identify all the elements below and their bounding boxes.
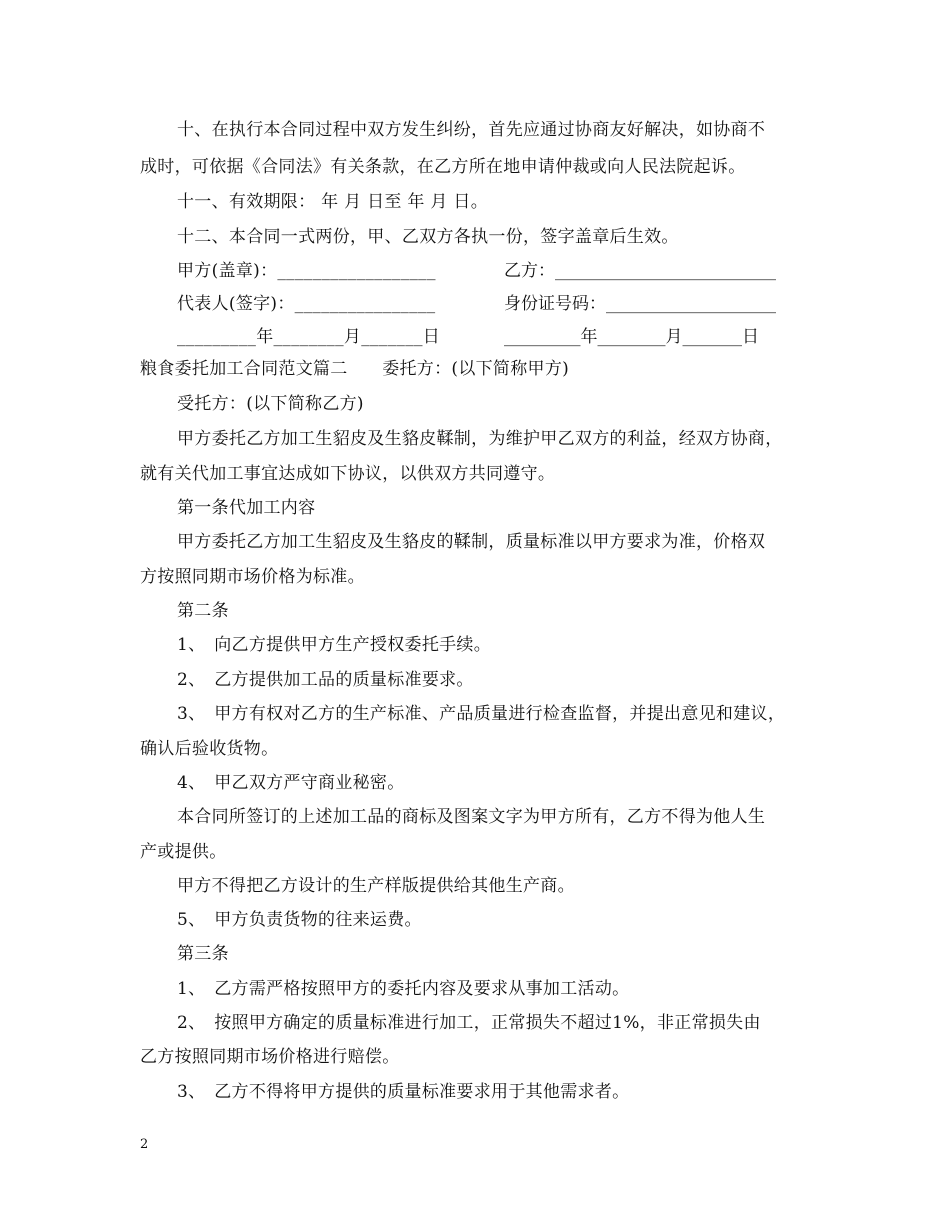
signature-date-a: _________年________月_______日	[177, 327, 441, 347]
list-item: 2、 按照甲方确定的质量标准进行加工，正常损失不超过1%，非正常损失由	[177, 1013, 761, 1033]
paragraph-line: 十一、有效期限： 年 月 日至 年 月 日。	[177, 192, 489, 212]
list-item: 2、 乙方提供加工品的质量标准要求。	[177, 670, 474, 690]
section-heading: 粮食委托加工合同范文篇二 委托方：(以下简称甲方)	[140, 359, 570, 379]
paragraph-line: 十二、本合同一式两份，甲、乙双方各执一份，签字盖章后生效。	[177, 227, 679, 247]
paragraph-line: 受托方：(以下简称乙方)	[177, 394, 364, 414]
list-item: 4、 甲乙双方严守商业秘密。	[177, 773, 405, 793]
paragraph-line: 本合同所签订的上述加工品的商标及图案文字为甲方所有，乙方不得为他人生	[177, 807, 766, 827]
paragraph-line: 产或提供。	[140, 842, 227, 862]
paragraph-line: 就有关代加工事宜达成如下协议，以供双方共同遵守。	[140, 464, 556, 484]
signature-representative: 代表人(签字)：________________	[177, 294, 436, 314]
list-item: 3、 甲方有权对乙方的生产标准、产品质量进行检查监督，并提出意见和建议，	[177, 704, 786, 724]
paragraph-line: 方按照同期市场价格为标准。	[140, 567, 365, 587]
paragraph-line: 成时，可依据《合同法》有关条款，在乙方所在地申请仲裁或向人民法院起诉。	[140, 157, 746, 177]
signature-id-number: 身份证号码：____________________	[504, 294, 776, 314]
list-item: 5、 甲方负责货物的往来运费。	[177, 910, 422, 930]
list-item: 1、 向乙方提供甲方生产授权委托手续。	[177, 635, 492, 655]
clause-heading: 第一条代加工内容	[177, 498, 316, 518]
clause-heading: 第三条	[177, 944, 229, 964]
signature-date-b: _________年________月_______日	[504, 327, 759, 347]
paragraph-line: 乙方按照同期市场价格进行赔偿。	[140, 1047, 400, 1067]
page-number: 2	[140, 1137, 149, 1152]
paragraph-line: 确认后验收货物。	[140, 739, 279, 759]
paragraph-line: 甲方不得把乙方设计的生产样版提供给其他生产商。	[177, 876, 575, 896]
signature-party-b: 乙方：__________________________	[504, 261, 776, 281]
paragraph-line: 甲方委托乙方加工生貂皮及生貉皮鞣制，为维护甲乙双方的利益，经双方协商，	[177, 429, 783, 449]
list-item: 3、 乙方不得将甲方提供的质量标准要求用于其他需求者。	[177, 1082, 630, 1102]
clause-heading: 第二条	[177, 601, 229, 621]
signature-party-a: 甲方(盖章)：__________________	[177, 261, 436, 281]
paragraph-line: 十、在执行本合同过程中双方发生纠纷，首先应通过协商友好解决，如协商不	[177, 120, 766, 140]
paragraph-line: 甲方委托乙方加工生貂皮及生貉皮的鞣制，质量标准以甲方要求为准，价格双	[177, 532, 766, 552]
list-item: 1、 乙方需严格按照甲方的委托内容及要求从事加工活动。	[177, 979, 630, 999]
